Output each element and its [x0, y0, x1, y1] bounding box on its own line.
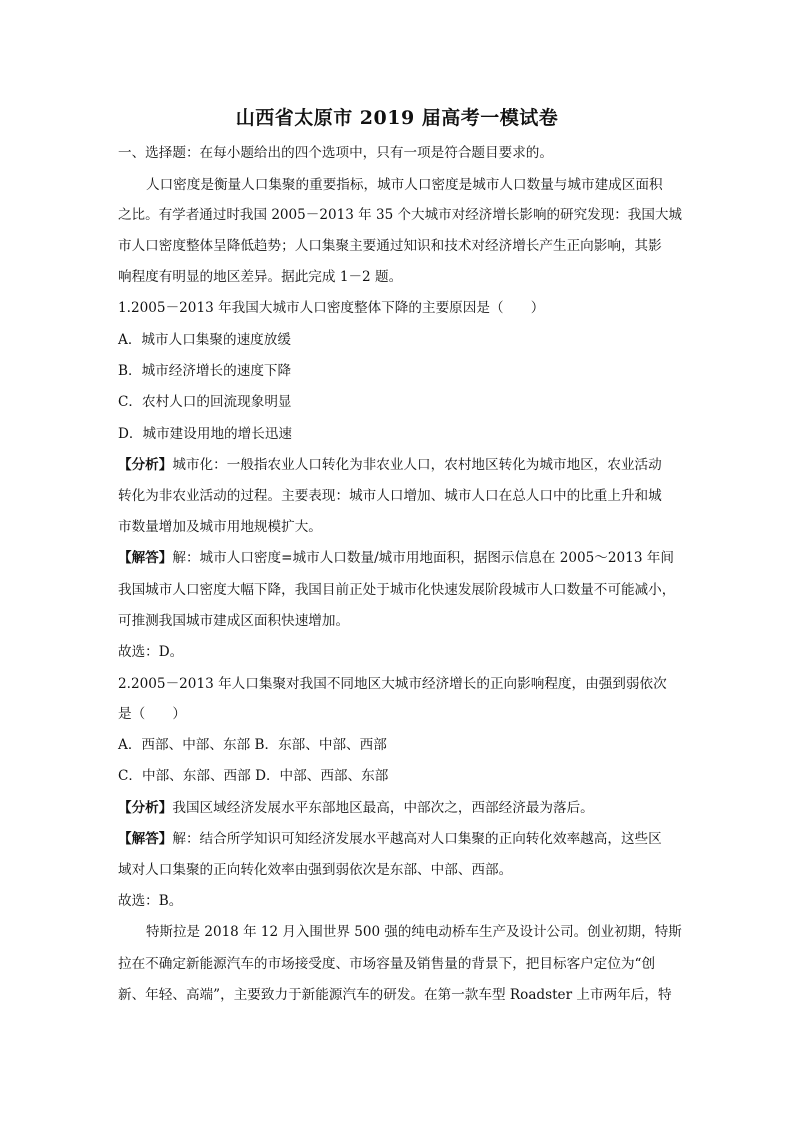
passage2-line-1: 特斯拉是 2018 年 12 月入围世界 500 强的纯电动桥车生产及设计公司。创业初期，特斯: [146, 924, 682, 940]
passage2-line-2: 拉在不确定新能源汽车的市场接受度、市场容量及销售量的背景下，把目标客户定位为“创: [118, 956, 656, 972]
section-heading: 一、选择题：在每小题给出的四个选项中，只有一项是符合题目要求的。: [118, 145, 553, 161]
passage1-line-1: 人口密度是衡量人口集聚的重要指标，城市人口密度是城市人口数量与城市建成区面积: [146, 177, 663, 193]
q2-choice: 故选：B。: [118, 893, 183, 909]
q2-stem-line-2: 是（ ）: [118, 706, 186, 722]
q1-option-d: D．城市建设用地的增长迅速: [118, 426, 293, 442]
q1-analysis-line-3: 市数量增加及城市用地规模扩大。: [118, 519, 322, 535]
passage1-line-2: 之比。有学者通过时我国 2005－2013 年 35 个大城市对经济增长影响的研究发现：我国大城: [118, 207, 682, 223]
q2-analysis-text: 我国区域经济发展水平东部地区最高，中部次之，西部经济最为落后。: [172, 800, 594, 816]
q1-analysis-text: 城市化：一般指农业人口转化为非农业人口，农村地区转化为城市地区，农业活动: [172, 457, 662, 473]
q1-answer-line-3: 可推测我国城市建成区面积快速增加。: [118, 613, 350, 629]
q2-options-ab: A．西部、中部、东部 B．东部、中部、西部: [118, 737, 387, 753]
q1-option-b: B．城市经济增长的速度下降: [118, 363, 292, 379]
q2-analysis: [118, 798, 594, 818]
q1-stem: 1.2005－2013 年我国大城市人口密度整体下降的主要原因是（ ）: [118, 300, 545, 316]
passage1-line-3: 市人口密度整体呈降低趋势；人口集聚主要通过知识和技术对经济增长产生正向影响，其影: [118, 238, 662, 254]
q2-answer-tag: 【解答】: [118, 831, 173, 847]
q1-option-c: C．农村人口的回流现象明显: [118, 394, 292, 410]
q1-option-a: A．城市人口集聚的速度放缓: [118, 332, 291, 348]
q2-options-cd: C．中部、东部、西部 D．中部、西部、东部: [118, 768, 389, 784]
q1-answer-text: 解：城市人口密度=城市人口数量/城市用地面积，据图示信息在 2005～2013 年间: [172, 550, 674, 566]
q2-answer-line-2: 域对人口集聚的正向转化效率由强到弱依次是东部、中部、西部。: [118, 862, 513, 878]
page-title: 山西省太原市 2019 届高考一模试卷: [235, 107, 559, 129]
passage2-line-3: 新、年轻、高端”，主要致力于新能源汽车的研发。在第一款车型 Roadster 上市两年后，特: [118, 987, 672, 1003]
q1-choice: 故选：D。: [118, 644, 184, 660]
q1-answer-line-1: [118, 548, 674, 568]
q1-answer-tag: 【解答】: [118, 550, 173, 566]
q2-answer-text: 解：结合所学知识可知经济发展水平越高对人口集聚的正向转化效率越高，这些区: [172, 831, 662, 847]
q1-analysis-tag: 【分析】: [118, 457, 173, 473]
q2-analysis-tag: 【分析】: [118, 800, 173, 816]
q1-analysis-line-2: 转化为非农业活动的过程。主要表现：城市人口增加、城市人口在总人口中的比重上升和城: [118, 488, 662, 504]
passage1-line-4: 响程度有明显的地区差异。据此完成 1－2 题。: [118, 269, 403, 285]
q1-analysis-line-1: [118, 455, 662, 475]
q2-stem-line-1: 2.2005－2013 年人口集聚对我国不同地区大城市经济增长的正向影响程度，由强到弱依次: [118, 676, 667, 692]
q2-answer-line-1: [118, 829, 662, 849]
q1-answer-line-2: 我国城市人口密度大幅下降，我国目前正处于城市化快速发展阶段城市人口数量不可能减小，: [118, 582, 676, 598]
